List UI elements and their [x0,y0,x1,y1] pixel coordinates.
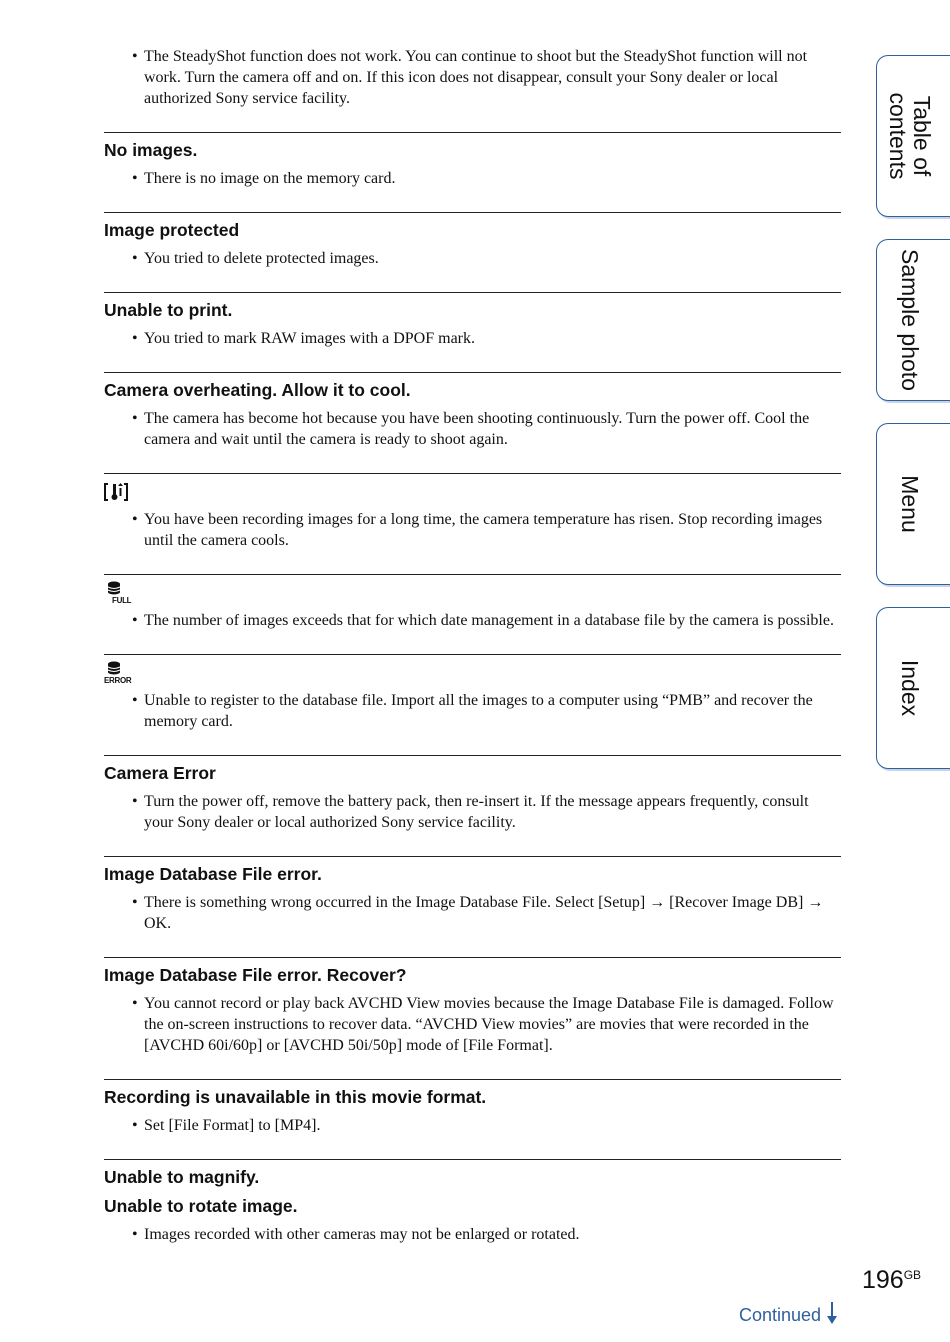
section-temperature-warning [104,473,841,551]
temperature-warning-icon [104,482,128,504]
section-bullet: • There is something wrong occurred in the Image Database File. Select [Setup] → [Recover Image DB] → OK. [104,892,841,934]
page-number-value: 196 [862,1266,904,1294]
database-error-icon [106,661,122,675]
tab-label: Index [897,659,923,717]
section-bullet: • You cannot record or play back AVCHD View movies because the Image Database File is damaged. Follow the on-screen instructions to recover data. “AVCHD View movies” are movies that were recorded in the [AVCHD 60i/60p] or [AVCHD 50i/50p] mode of [File Format]. [104,993,841,1056]
section-bullet: • The number of images exceeds that for which date management in a database file by the camera is possible. [104,610,841,631]
section-bullet: • Unable to register to the database file. Import all the images to a computer using “PMB” and recover the memory card. [104,690,841,732]
section-bullet: • You have been recording images for a long time, the camera temperature has risen. Stop recording images until the camera cools. [104,509,841,551]
section-image-protected [104,212,841,269]
section-camera-error [104,755,841,833]
icon-label: FULL [112,596,132,605]
section-database-full [104,574,841,631]
arrow-down-icon [827,1302,837,1324]
section-heading: Camera Error [104,763,216,783]
section-heading: Image protected [104,220,240,240]
section-image-database-recover [104,957,841,1056]
tab-label: Table of contents [885,92,935,180]
tab-menu[interactable] [876,423,950,585]
section-heading: Image Database File error. [104,864,322,884]
section-camera-overheating [104,372,841,450]
icon-row [104,661,841,687]
tab-label: Menu [897,475,923,533]
section-heading: Unable to magnify. [104,1167,260,1187]
tab-table-of-contents[interactable] [876,55,950,217]
icon-row [104,581,841,607]
section-database-error [104,654,841,732]
section-heading: No images. [104,140,198,160]
page-number [862,1266,921,1295]
section-recording-unavailable [104,1079,841,1136]
intro-bullet: • The SteadyShot function does not work. You can continue to shoot but the SteadyShot function will not work. Turn the camera off and on. If this icon does not disappear, consult your Sony dealer or local authorized Sony service facility. [104,46,841,109]
section-bullet: • The camera has become hot because you have been shooting continuously. Turn the power off. Cool the camera and wait until the camera is ready to shoot again. [104,408,841,450]
continued-label: Continued [739,1305,822,1325]
section-no-images [104,132,841,189]
section-bullet: • Turn the power off, remove the battery pack, then re-insert it. If the message appears frequently, consult your Sony dealer or local authorized Sony service facility. [104,791,841,833]
section-heading: Unable to print. [104,300,233,320]
continued-link[interactable] [739,1302,837,1326]
tab-sample-photo[interactable] [876,239,950,401]
page-number-suffix: GB [903,1268,922,1282]
icon-label: ERROR [104,676,132,685]
database-full-icon [106,581,122,595]
tab-label: Sample photo [897,249,923,391]
section-unable-to-magnify [104,1159,841,1245]
section-heading: Recording is unavailable in this movie format. [104,1087,487,1107]
section-unable-to-print [104,292,841,349]
section-bullet: • You tried to delete protected images. [104,248,841,269]
section-heading: Image Database File error. Recover? [104,965,407,985]
section-image-database-error [104,856,841,934]
section-heading: Camera overheating. Allow it to cool. [104,380,411,400]
icon-row [104,480,841,506]
section-heading-secondary: Unable to rotate image. [104,1196,298,1216]
section-bullet: • You tried to mark RAW images with a DPOF mark. [104,328,841,349]
page-content [104,46,841,1245]
section-bullet: • Set [File Format] to [MP4]. [104,1115,841,1136]
tab-index[interactable] [876,607,950,769]
section-bullet: • There is no image on the memory card. [104,168,841,189]
section-bullet: • Images recorded with other cameras may not be enlarged or rotated. [104,1224,841,1245]
intro-block [104,46,841,109]
